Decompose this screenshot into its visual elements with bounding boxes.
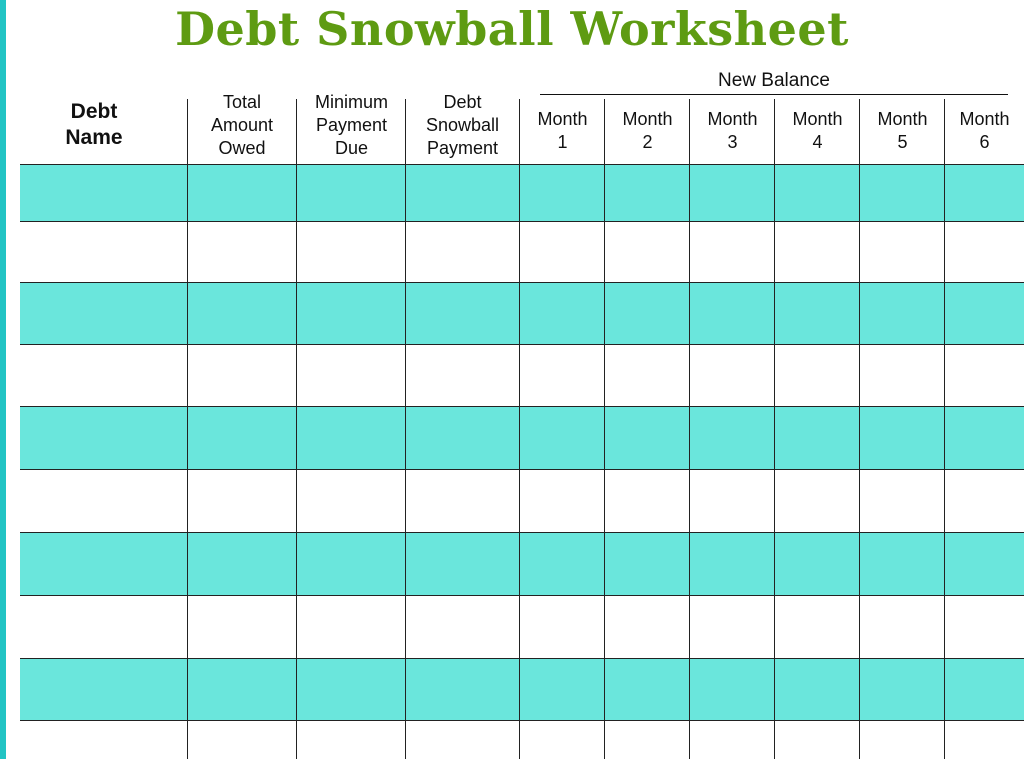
- column-divider: [859, 99, 860, 759]
- header-debt-snowball-payment: Debt Snowball Payment: [425, 91, 500, 158]
- table-row[interactable]: [20, 344, 1024, 406]
- header-month-4: Month 4: [792, 109, 843, 152]
- column-divider: [604, 99, 605, 759]
- new-balance-group-header: New Balance: [718, 70, 830, 91]
- header-minimum-payment-due: Minimum Payment Due: [314, 91, 388, 158]
- column-divider: [405, 99, 406, 759]
- header-total-amount-owed: Total Amount Owed: [210, 91, 274, 158]
- header-month-6: Month 6: [959, 109, 1010, 152]
- grid-line: [20, 164, 1024, 165]
- table-row[interactable]: [20, 165, 1024, 221]
- grid-line: [20, 595, 1024, 596]
- table-row[interactable]: [20, 720, 1024, 759]
- column-divider: [774, 99, 775, 759]
- header-month-1: Month 1: [537, 109, 588, 152]
- grid-line: [20, 344, 1024, 345]
- column-divider: [689, 99, 690, 759]
- header-debt-name: Debt Name: [65, 100, 123, 149]
- grid-line: [20, 282, 1024, 283]
- header-month-2: Month 2: [622, 109, 673, 152]
- table-row[interactable]: [20, 595, 1024, 658]
- grid-line: [20, 658, 1024, 659]
- grid-line: [20, 221, 1024, 222]
- grid-line: [20, 720, 1024, 721]
- left-accent-strip: [0, 0, 6, 759]
- table-row[interactable]: [20, 658, 1024, 720]
- column-divider: [944, 99, 945, 759]
- grid-line: [20, 532, 1024, 533]
- table-row[interactable]: [20, 221, 1024, 282]
- table-row[interactable]: [20, 532, 1024, 595]
- page-title: Debt Snowball Worksheet: [175, 2, 849, 56]
- table-row[interactable]: [20, 469, 1024, 532]
- header-month-5: Month 5: [877, 109, 928, 152]
- column-divider: [296, 99, 297, 759]
- column-divider: [519, 99, 520, 759]
- grid-line: [20, 469, 1024, 470]
- table-row[interactable]: [20, 282, 1024, 344]
- new-balance-underline: [540, 94, 1008, 95]
- column-divider: [187, 99, 188, 759]
- table-row[interactable]: [20, 406, 1024, 469]
- grid-line: [20, 406, 1024, 407]
- header-month-3: Month 3: [707, 109, 758, 152]
